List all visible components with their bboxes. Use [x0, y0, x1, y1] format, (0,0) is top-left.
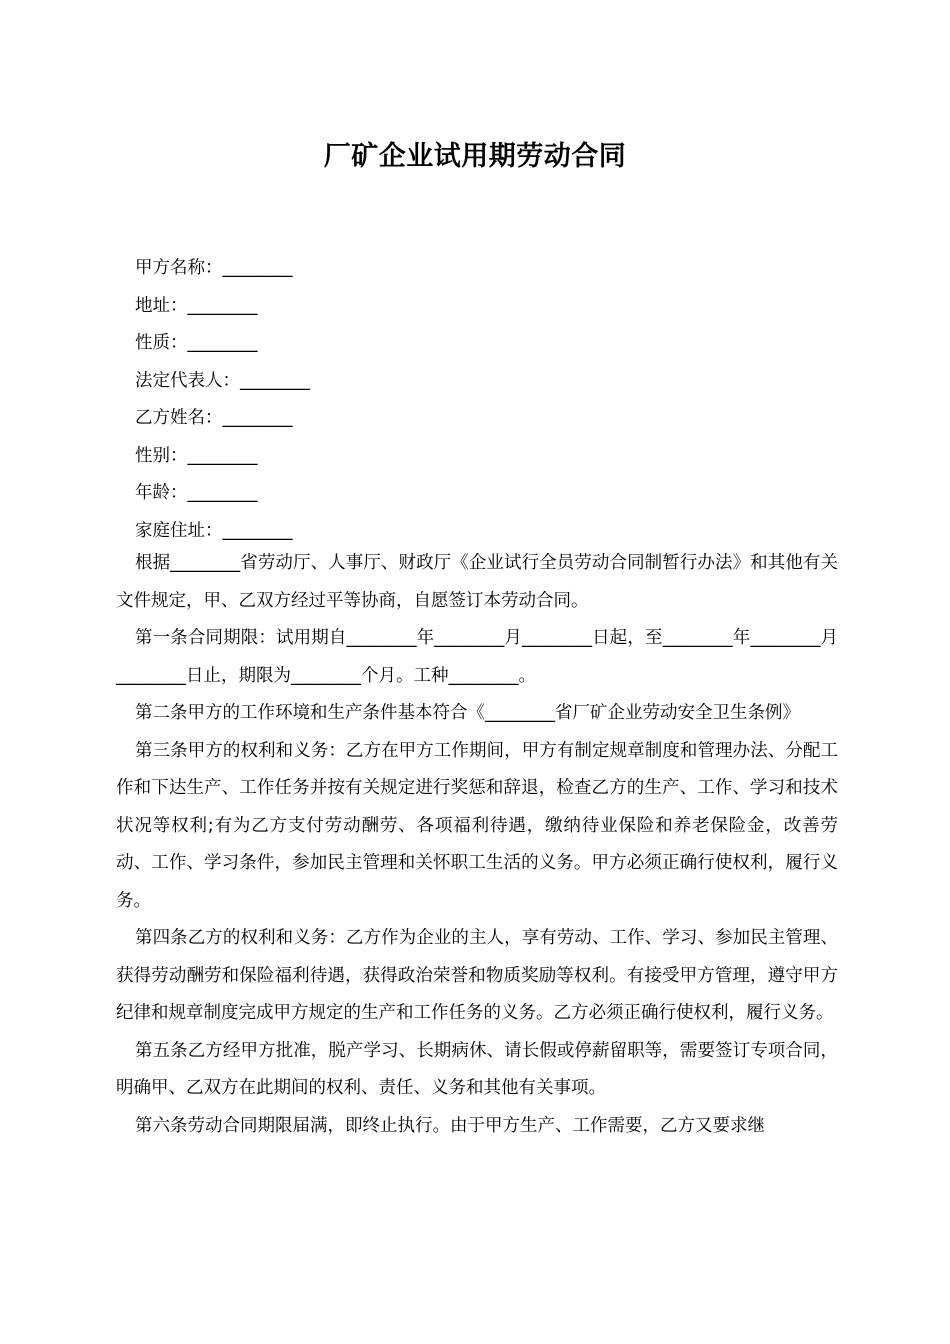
party-a-address-field: 地址：________	[135, 295, 258, 316]
party-info-fields	[135, 250, 310, 550]
article-6-paragraph: 第六条劳动合同期限届满，即终止执行。由于甲方生产、工作需要，乙方又要求继	[135, 1115, 765, 1136]
article-4-paragraph: 第四条乙方的权利和义务：乙方作为企业的主人，享有劳动、工作、学习、参加民主管理、获得劳动酬劳和保险福利待遇，获得政治荣誉和物质奖励等权利。有接受甲方管理，遵守甲方纪律和规章制度完成甲方规定的生产和工作任务的义务。乙方必须正确行使权利，履行义务。	[116, 928, 838, 1023]
party-b-age-field: 年龄：________	[135, 483, 258, 503]
party-b-name-field: 乙方姓名：________	[135, 408, 293, 428]
article-5-paragraph: 第五条乙方经甲方批准，脱产学习、长期病休、请长假或停薪留职等，需要签订专项合同，明确甲、乙双方在此期间的权利、责任、义务和其他有关事项。	[116, 1040, 838, 1098]
party-a-nature-field: 性质：________	[135, 333, 258, 353]
article-2-paragraph: 第二条甲方的工作环境和生产条件基本符合《________省厂矿企业劳动安全卫生条例》	[135, 703, 800, 723]
article-3-paragraph: 第三条甲方的权利和义务：乙方在甲方工作期间，甲方有制定规章制度和管理办法、分配工作和下达生产、工作任务并按有关规定进行奖惩和辞退，检查乙方的生产、工作、学习和技术状况等权利;有为乙方支付劳动酬劳、各项福利待遇，缴纳待业保险和养老保险金，改善劳动、工作、学习条件，参加民主管理和关怀职工生活的义务。甲方必须正确行使权利，履行义务。	[116, 740, 838, 911]
party-b-home-address-field: 家庭住址：________	[135, 520, 293, 541]
document-title: 厂矿企业试用期劳动合同	[323, 141, 627, 172]
preamble-paragraph: 根据________省劳动厅、人事厅、财政厅《企业试行全员劳动合同制暂行办法》和其他有关文件规定，甲、乙双方经过平等协商，自愿签订本劳动合同。	[116, 553, 838, 611]
legal-representative-field: 法定代表人：________	[135, 370, 310, 391]
article-1-paragraph: 第一条合同期限：试用期自________年________月________日起，至________年________月________日止，期限为________个月。工种________。	[116, 628, 838, 686]
party-b-gender-field: 性别：________	[135, 445, 258, 466]
party-a-name-field: 甲方名称：________	[135, 258, 293, 278]
contract-body	[116, 545, 838, 1145]
